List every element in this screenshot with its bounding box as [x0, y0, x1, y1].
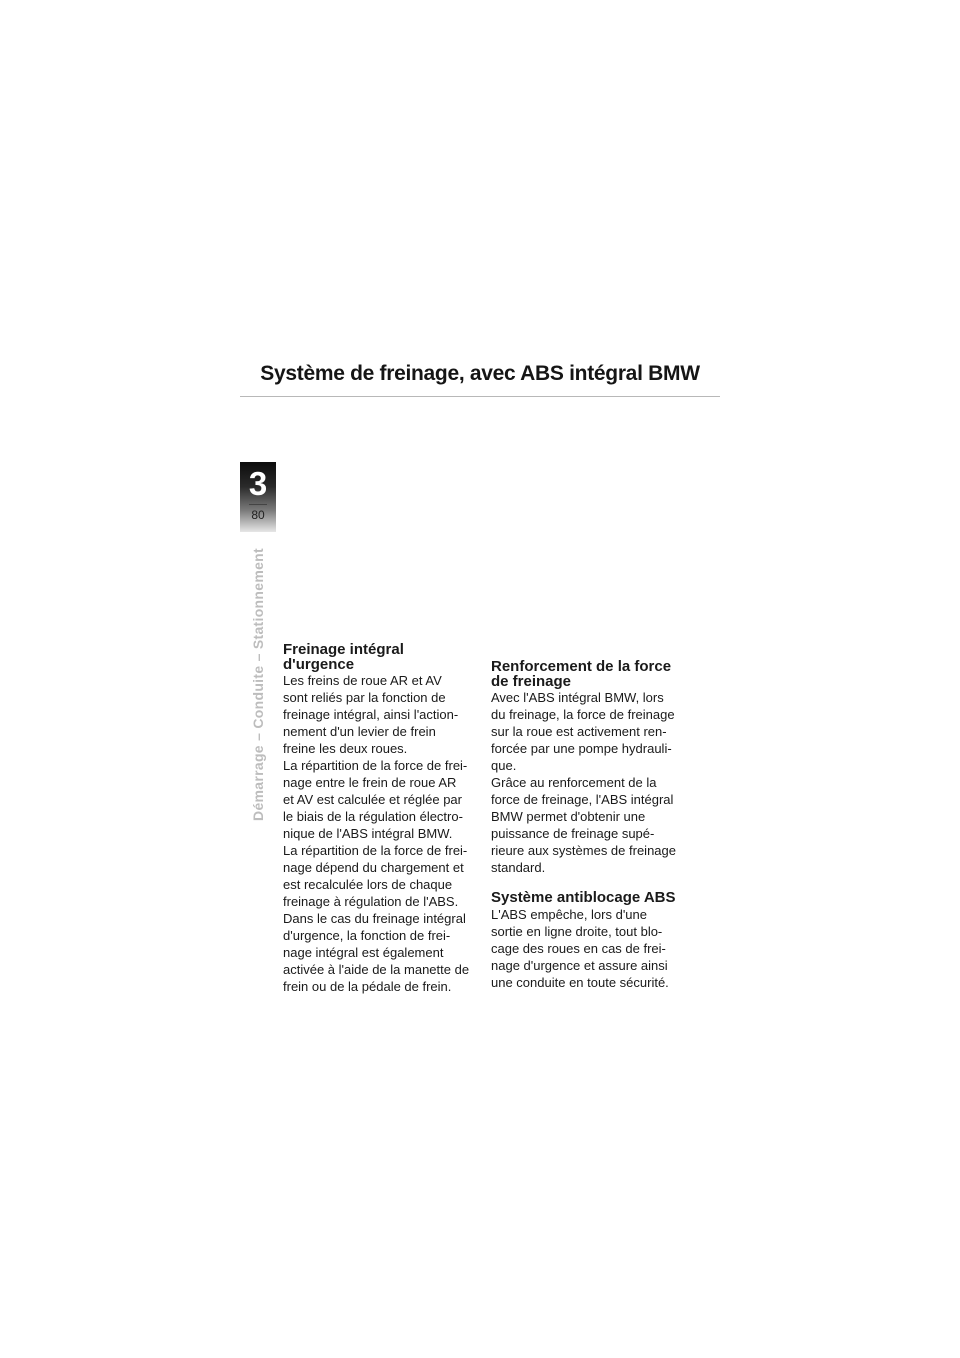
- right-column: [491, 659, 691, 991]
- page-number: 80: [251, 508, 265, 522]
- title-divider: [240, 396, 720, 397]
- abs-heading: Système antiblocage ABS: [491, 889, 676, 906]
- emergency-braking-heading: Freinage intégral d'urgence: [283, 641, 404, 673]
- section-spacer: [491, 876, 691, 890]
- chapter-number: 3: [248, 465, 268, 502]
- brake-force-reinforcement-heading: Renforcement de la force de freinage: [491, 658, 672, 690]
- chapter-divider: [249, 504, 267, 505]
- emergency-braking-text: Les freins de roue AR et AV sont reliés par la fonction de freinage intégral, ainsi l'action- nement d'un levier de frein freine les deux roues. La répartition de la force de frei- nage entre le frein de roue AR et AV est calculée et réglée par le biais de la régulation électro- nique de l'ABS intégral BMW. La répartition de la force de frei- nage dépend du chargement et est recalculée lors de chaque freinage à régulation de l'ABS. Dans le cas du freinage intégral d'urgence, la fonction de frei- nage intégral est également activée à l'aide de la manette de frein ou de la pédale de frein.: [283, 673, 470, 994]
- abs-text: L'ABS empêche, lors d'une sortie en ligne droite, tout blo- cage des roues en cas de frei- nage d'urgence et assure ainsi une conduite en toute sécurité.: [491, 907, 669, 990]
- brake-force-reinforcement-text: Avec l'ABS intégral BMW, lors du freinage, la force de freinage sur la roue est activement ren- forcée par une pompe hydrauli- que. Grâce au renforcement de la force de freinage, l'ABS intégral BMW permet d'obtenir une puissance de freinage supé- rieure aux systèmes de freinage standard.: [491, 690, 676, 875]
- chapter-side-label: Démarrage – Conduite – Stationnement: [250, 548, 266, 821]
- chapter-tab: [240, 462, 276, 532]
- left-column: [283, 642, 483, 995]
- page-title: Système de freinage, avec ABS intégral BMW: [260, 362, 700, 385]
